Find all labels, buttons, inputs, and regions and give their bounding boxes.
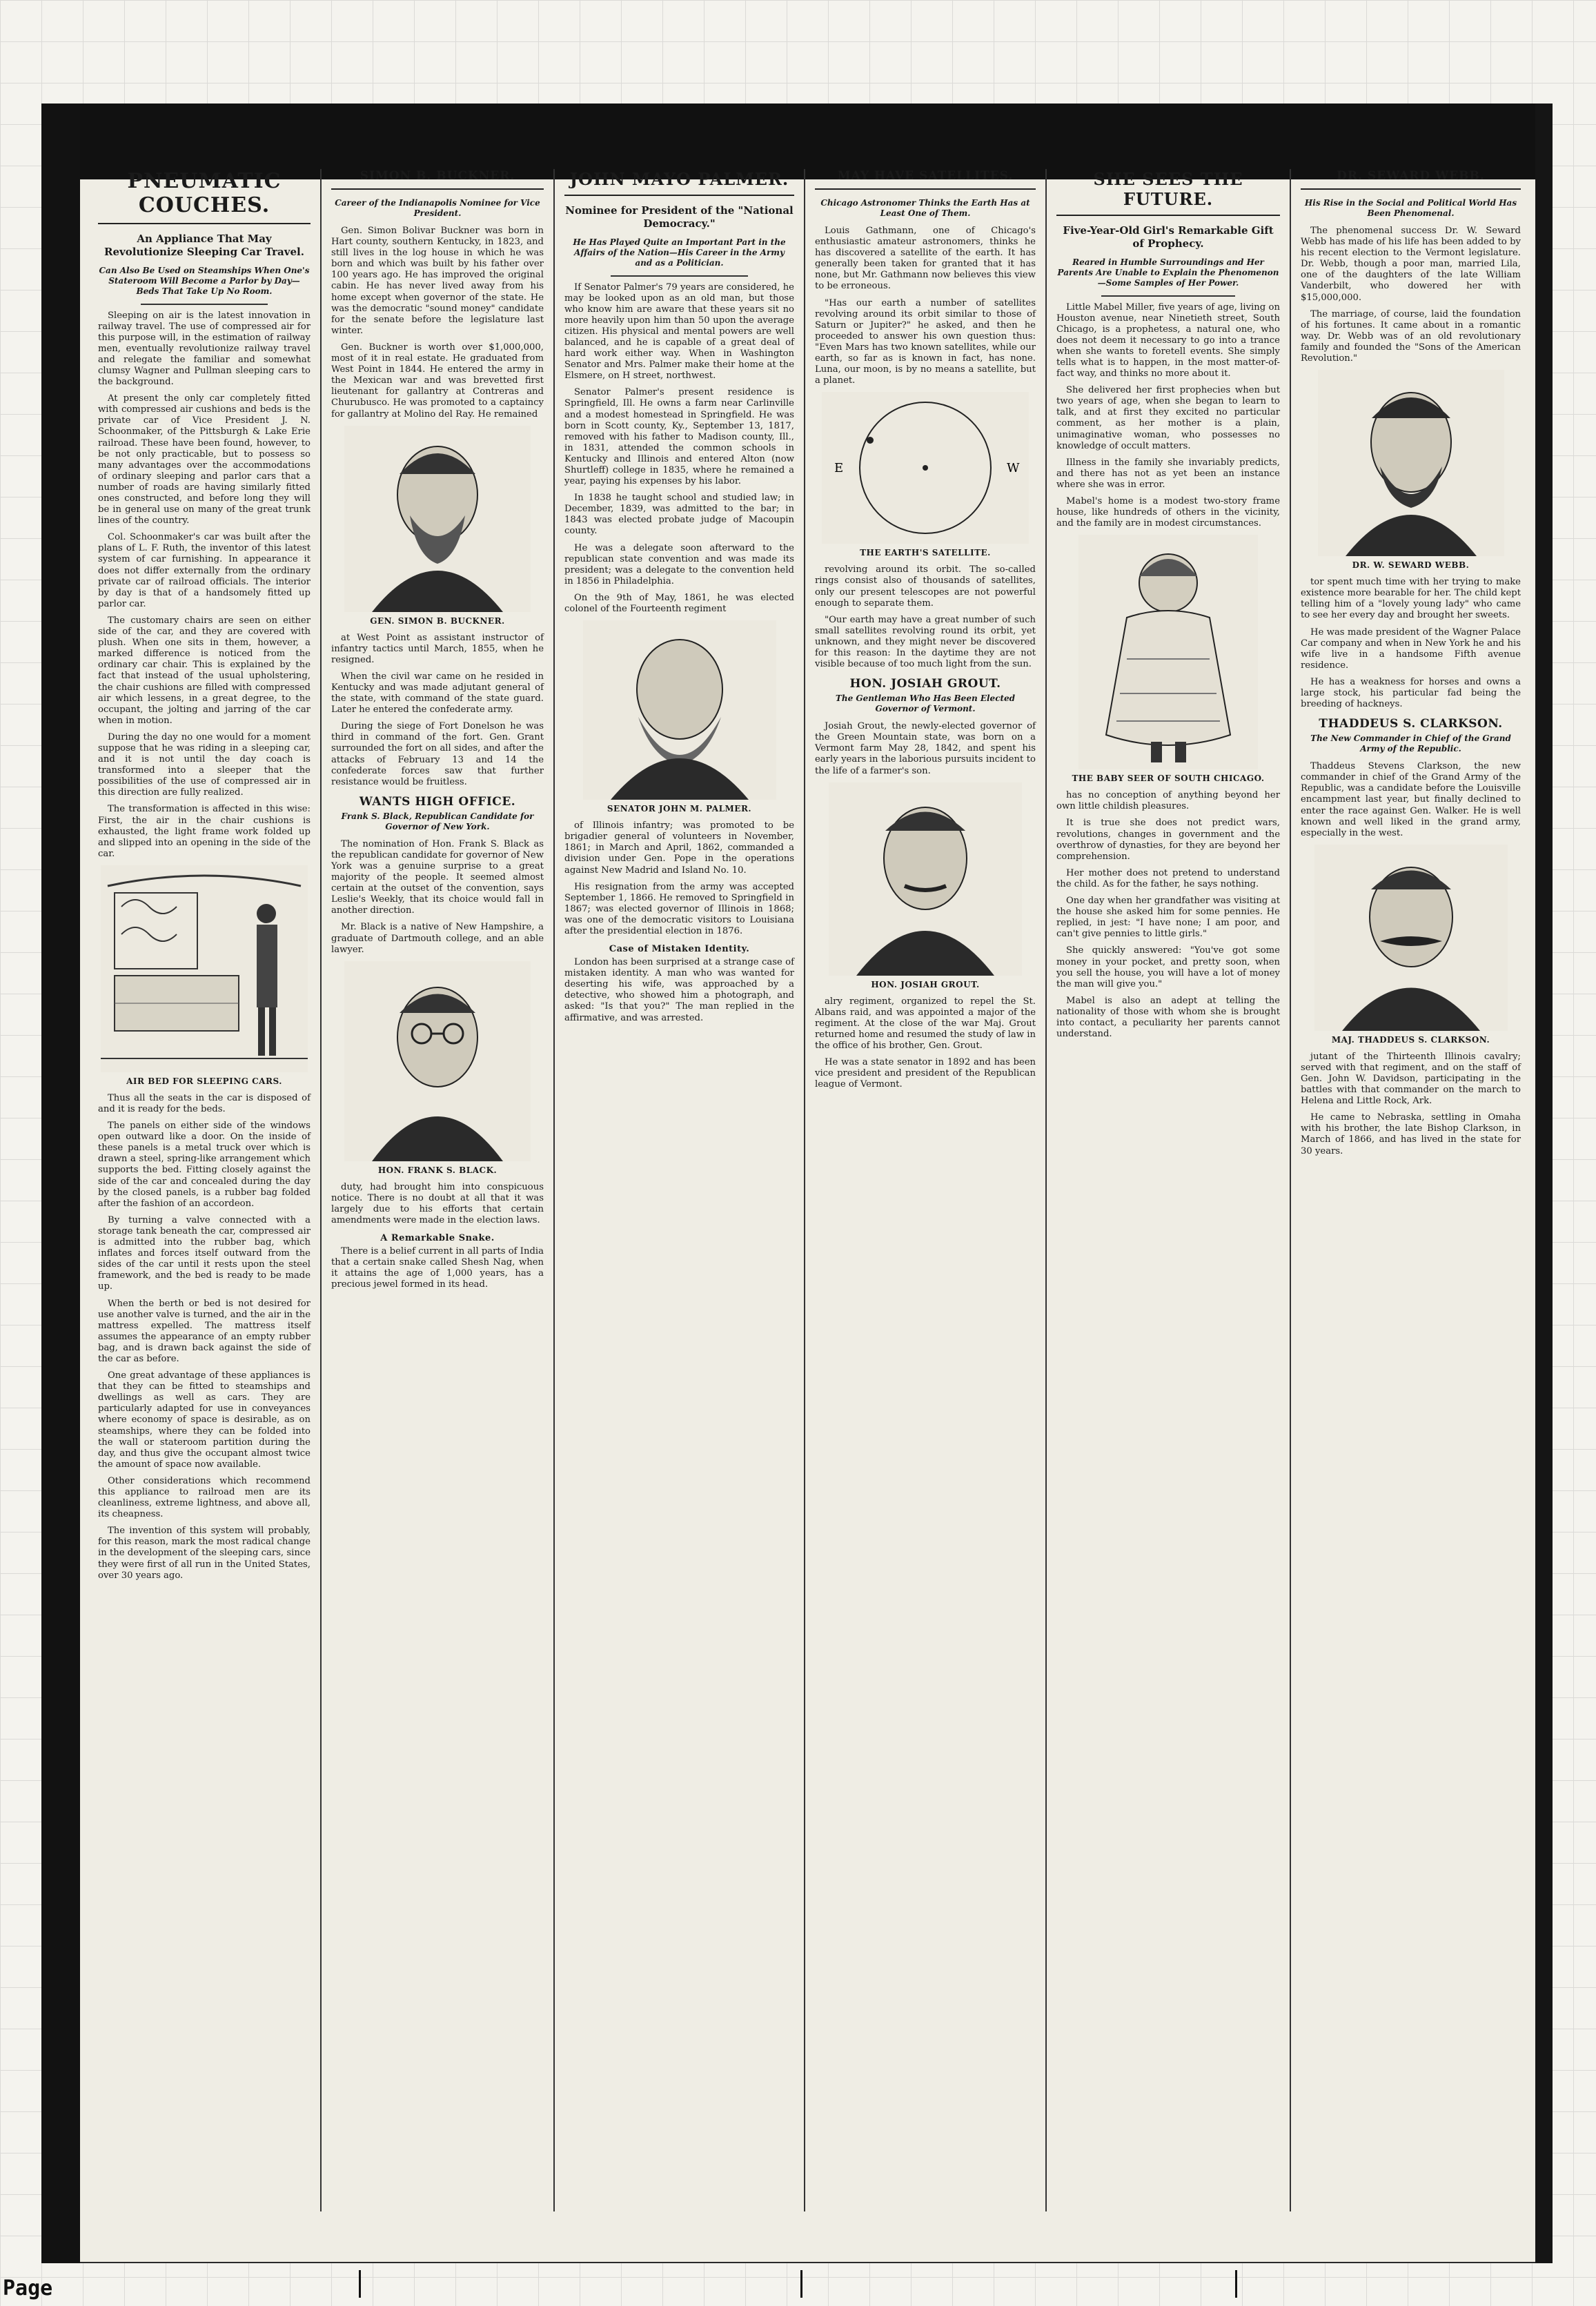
- paragraph: The panels on either side of the windows open outward like a door. On the inside of these panels is a metal truck over which is drawn a steel, spring-like arrangement which supports the bed. Fitting closely against the side of the car and concealed during the day by the closed panels, is a rubber bag folded after the fashion of an accordeon.: [98, 1121, 311, 1209]
- deck: An Appliance That May Revolutionize Sleeping Car Travel.: [104, 233, 304, 258]
- paragraph: On the 9th of May, 1861, he was elected colonel of the Fourteenth regiment: [564, 592, 794, 615]
- paragraph: Mabel's home is a modest two-story frame house, like hundreds of others in the vicinity, and the family are in modest circumstances.: [1056, 496, 1280, 529]
- column-john-palmer: [555, 169, 805, 2211]
- paragraph: Josiah Grout, the newly-elected governor of the Green Mountain state, was born on a Vermont farm May 28, 1842, and spent his early years in the laborious pursuits incident to the life of a farmer's son.: [815, 721, 1036, 776]
- air-bed-illustration: [101, 865, 308, 1072]
- headline: DR. SEWARD WEBB.: [1301, 169, 1521, 190]
- headline: SHE SEES THE FUTURE.: [1056, 169, 1280, 216]
- paragraph: Mabel is also an adept at telling the nationality of those with whom she is brought into contact, a peculiarity her parents cannot understand.: [1056, 995, 1280, 1040]
- paragraph: He was made president of the Wagner Palace Car company and when in New York he and his wife live in a handsome Fifth avenue residence.: [1301, 627, 1521, 671]
- paragraph: He came to Nebraska, settling in Omaha with his brother, the late Bishop Clarkson, in March of 1866, and has lived in the state for 30 years.: [1301, 1112, 1521, 1156]
- paragraph: Senator Palmer's present residence is Springfield, Ill. He owns a farm near Carlinville and a modest homestead in Springfield. He was born in Scott county, Ky., September 13, 1817, removed with his father to Madison county, Ill., in 1831, attended the common schools in Kentucky and Illinois and entered Alton (now Shurtleff) college in 1835, where he remained a year, paying his expenses by his labor.: [564, 387, 794, 487]
- divider: [1101, 295, 1235, 297]
- paragraph: alry regiment, organized to repel the St. Albans raid, and was appointed a major of the regiment. At the close of the war Maj. Grout returned home and resumed the study of law in the office of his brother, Gen. Grout.: [815, 996, 1036, 1051]
- paragraph: Louis Gathmann, one of Chicago's enthusiastic amateur astronomers, thinks he has discovered a satellite of the earth. It has generally been taken for granted that it has none, but Mr. Gathmann now believes this view to be erroneous.: [815, 226, 1036, 292]
- deck: Nominee for President of the "National Democracy.": [565, 204, 794, 230]
- paragraph: If Senator Palmer's 79 years are considered, he may be looked upon as an old man, but those who know him are aware that these years sit no more heavily upon him than 50 upon the average citizen. His physical and mental powers are well balanced, and he is capable of a great deal of hard work either way. When in Washington Senator and Mrs. Palmer make their home at the Elsmere, on H street, northwest.: [564, 282, 794, 382]
- paragraph: In 1838 he taught school and studied law; in December, 1839, was admitted to the bar; in 1843 was elected probate judge of Macoupin county.: [564, 493, 794, 537]
- scan-border-left: [41, 104, 80, 2263]
- paragraph: The invention of this system will probably, for this reason, mark the most radical change in the development of the sleeping cars, since they were first of all run in the United States, over 30 years ago.: [98, 1526, 311, 1581]
- paragraph: The customary chairs are seen on either side of the car, and they are covered with plush. When one sits in them, however, a marked difference is noticed from the ordinary car chair. This is explained by the fact that instead of the usual upholstering, the chair cushions are filled with compressed air which lessens, in a great degree, to the occupant, the jolting and jarring of the car when in motion.: [98, 615, 311, 726]
- figure-caption: DR. W. SEWARD WEBB.: [1352, 560, 1470, 571]
- subheadline: A Remarkable Snake.: [380, 1233, 495, 1244]
- article-columns: [88, 169, 1530, 2211]
- paragraph: When the civil war came on he resided in Kentucky and was made adjutant general of the state, with command of the state guard. Later he entered the confederate army.: [331, 671, 544, 716]
- subheadline: WANTS HIGH OFFICE.: [359, 794, 516, 809]
- figure-caption: HON. FRANK S. BLACK.: [377, 1165, 497, 1175]
- figure-caption: HON. JOSIAH GROUT.: [871, 979, 980, 989]
- paragraph: jutant of the Thirteenth Illinois cavalry; served with that regiment, and on the staff of Gen. John W. Davidson, participating in the battles with that commander on the march to Helena and Little Rock, Ark.: [1301, 1051, 1521, 1107]
- baby-seer-illustration: [1078, 535, 1258, 769]
- paragraph: There is a belief current in all parts of India that a certain snake called Shesh Nag, when it attains the age of 1,000 years, has a precious jewel formed in its head.: [331, 1246, 544, 1290]
- paragraph: Thus all the seats in the car is disposed of and it is ready for the beds.: [98, 1092, 311, 1114]
- earth-satellite-diagram: [822, 392, 1029, 544]
- paragraph: Her mother does not pretend to understand the child. As for the father, he says nothing.: [1056, 867, 1280, 889]
- portrait-clarkson: [1314, 845, 1508, 1031]
- column-simon-buckner: [322, 169, 555, 2211]
- paragraph: One great advantage of these appliances is that they can be fitted to steamships and dwellings as well as cars. They are particularly adapted for use in conveyances where economy of space is desirable, as on steamships, where they can be folded into the wall or stateroom partition during the day, and thus give the occupant almost twice the amount of space now available.: [98, 1370, 311, 1470]
- column-seward-webb: [1291, 169, 1530, 2211]
- paragraph: He was a state senator in 1892 and has been vice president and president of the Republican league of Vermont.: [815, 1057, 1036, 1090]
- divider: [611, 275, 749, 277]
- paragraph: Little Mabel Miller, five years of age, living on Houston avenue, near Ninetieth street, South Chicago, is a prophetess, a natural one, who does not deem it necessary to go into a trance when she wants to foretell events. She simply tells what is to happen, in the most matter-of-fact way, and thinks no more about it.: [1056, 302, 1280, 380]
- paragraph: The marriage, of course, laid the foundation of his fortunes. It came about in a romantic way. Dr. Webb was of an old revolutionary family and founded the "Sons of the American Revolution.": [1301, 308, 1521, 364]
- paragraph: revolving around its orbit. The so-called rings consist also of thousands of satellites, only our present telescopes are not powerful enough to separate them.: [815, 564, 1036, 609]
- diagram-label-e: E: [834, 461, 844, 476]
- ruler-tick: [359, 2270, 361, 2298]
- portrait-black: [344, 961, 531, 1161]
- deck-italic: His Rise in the Social and Political World Has Been Phenomenal.: [1304, 198, 1517, 218]
- portrait-grout: [829, 782, 1022, 976]
- paragraph: The transformation is affected in this wise: First, the air in the chair cushions is exhausted, the light frame work folded up and slipped into an opening in the side of the car.: [98, 804, 311, 859]
- sub-deck: The New Commander in Chief of the Grand Army of the Republic.: [1310, 733, 1511, 754]
- paragraph: Mr. Black is a native of New Hampshire, a graduate of Dartmouth college, and an able lawyer.: [331, 922, 544, 955]
- paragraph: At present the only car completely fitted with compressed air cushions and beds is the private car of Vice President J. N. Schoonmaker, of the Pittsburgh & Lake Erie railroad. These have been found, however, to be not only practicable, but to possess so many advantages over the accommodations of ordinary sleeping and parlor cars that a number of roads are having similarly fitted ones constructed, and before long they will be in general use on many of the great trunk lines of the country.: [98, 393, 311, 526]
- paragraph: at West Point as assistant instructor of infantry tactics until March, 1855, when he resigned.: [331, 632, 544, 665]
- figure-caption: THE BABY SEER OF SOUTH CHICAGO.: [1072, 773, 1265, 784]
- subheadline: HON. JOSIAH GROUT.: [849, 677, 1001, 691]
- paragraph: tor spent much time with her trying to make existence more bearable for her. The child kept telling him of a "lovely young lady" who came to see her every day and brought her sweets.: [1301, 577, 1521, 621]
- portrait-buckner: [344, 426, 531, 612]
- paragraph: London has been surprised at a strange case of mistaken identity. A man who was wanted for deserting his wife, was approached by a detective, who showed him a photograph, and asked: "Is that you?" The man replied in the affirmative, and was arrested.: [564, 957, 794, 1023]
- portrait-webb: [1318, 370, 1504, 556]
- column-pneumatic-couches: [88, 169, 322, 2211]
- column-sees-future: [1047, 169, 1291, 2211]
- paragraph: He has a weakness for horses and owns a large stock, his particular fad being the breeding of hackneys.: [1301, 676, 1521, 710]
- paragraph: "Has our earth a number of satellites revolving around its orbit similar to those of Saturn or Jupiter?" he asked, and then he proceeded to answer his own question thus: "Even Mars has two known satellites, while our earth, so far as is known in fact, has none. Luna, our moon, is by no means a satellite, but a planet.: [815, 297, 1036, 386]
- headline: SIMON B. BUCKNER.: [331, 169, 544, 190]
- paragraph: When the berth or bed is not desired for use another valve is turned, and the air in the mattress expelled. The mattress itself assumes the appearance of an empty rubber bag, and is drawn back against the side of the car as before.: [98, 1298, 311, 1364]
- deck-italic: Can Also Be Used on Steamships When One's Stateroom Will Become a Parlor by Day—Beds That Take Up No Room.: [99, 265, 310, 296]
- deck: Five-Year-Old Girl's Remarkable Gift of Prophecy.: [1063, 224, 1274, 250]
- paragraph: By turning a valve connected with a storage tank beneath the car, compressed air is admitted into the rubber bag, which inflates and forces itself outward from the sides of the car until it rests upon the steel framework, and the bed is ready to be made up.: [98, 1214, 311, 1292]
- deck-italic: Reared in Humble Surroundings and Her Parents Are Unable to Explain the Phenomenon—Some Samples of Her Power.: [1057, 257, 1279, 288]
- paragraph: has no conception of anything beyond her own little childish pleasures.: [1056, 790, 1280, 812]
- headline: PNEUMATIC COUCHES.: [98, 169, 311, 224]
- scan-border-right: [1535, 104, 1553, 2263]
- paragraph: "Our earth may have a great number of such small satellites revolving round its orbit, yet unknown, and they might never be discovered for this reason: In the daytime they are not visible because of too much light from the sun.: [815, 614, 1036, 670]
- page-label: Page: [3, 2276, 53, 2300]
- subheadline: Case of Mistaken Identity.: [609, 944, 750, 955]
- paragraph: One day when her grandfather was visiting at the house she asked him for some pennies. He replied, in jest: "I have none; I am poor, and can't give pennies to little girls.": [1056, 896, 1280, 940]
- figure-caption: MAJ. THADDEUS S. CLARKSON.: [1331, 1034, 1490, 1045]
- paragraph: Col. Schoonmaker's car was built after the plans of L. F. Ruth, the inventor of this latest system of car furnishing. In appearance it does not differ externally from the ordinary private car of railroad officials. The interior by day is that of a handsomely fitted up parlor car.: [98, 532, 311, 609]
- deck-italic: Chicago Astronomer Thinks the Earth Has at Least One of Them.: [820, 198, 1030, 218]
- paragraph: Thaddeus Stevens Clarkson, the new commander in chief of the Grand Army of the Republic, was a candidate before the Louisville encampment last year, but finally declined to enter the race against Gen. Walker. He is well known and well liked in the grand army, especially in the west.: [1301, 761, 1521, 838]
- subheadline: THADDEUS S. CLARKSON.: [1319, 717, 1503, 731]
- diagram-label-w: W: [1007, 461, 1020, 476]
- sub-deck: The Gentleman Who Has Been Elected Governor of Vermont.: [835, 693, 1016, 714]
- figure-caption: SENATOR JOHN M. PALMER.: [607, 804, 752, 814]
- portrait-palmer: [583, 620, 776, 800]
- paragraph: His resignation from the army was accepted September 1, 1866. He removed to Springfield in 1867; was elected governor of Illinois in 1868; was one of the democratic visitors to Louisiana after the presidential election in 1876.: [564, 881, 794, 936]
- deck-italic: Career of the Indianapolis Nominee for Vice President.: [335, 198, 540, 218]
- figure-caption: AIR BED FOR SLEEPING CARS.: [126, 1076, 282, 1086]
- deck-italic: He Has Played Quite an Important Part in the Affairs of the Nation—His Career in the Army and as a Politician.: [573, 237, 786, 268]
- paragraph: Gen. Simon Bolivar Buckner was born in Hart county, southern Kentucky, in 1823, and still lives in the log house in which he was born and which was built by his father over 100 years ago. He has improved the original cabin. He has never lived away from his home except when governor of the state. He was the democratic "sound money" candidate for the senate before the legislature last winter.: [331, 226, 544, 336]
- paragraph: The phenomenal success Dr. W. Seward Webb has made of his life has been added to by his recent election to the Vermont legislature. Dr. Webb, though a poor man, married Lila, one of the daughters of the late William Vanderbilt, who dowered her with $15,000,000.: [1301, 226, 1521, 303]
- ruler-tick: [1235, 2270, 1237, 2298]
- paragraph: Sleeping on air is the latest innovation in railway travel. The use of compressed air for this purpose will, in the estimation of railway men, eventually revolutionize railway travel and relegate the familiar and somewhat clumsy Wagner and Pullman sleeping cars to the background.: [98, 310, 311, 388]
- paragraph: of Illinois infantry; was promoted to be brigadier general of volunteers in November, 1861; in March and April, 1862, commanded a division under Gen. Pope in the operations against New Madrid and Island No. 10.: [564, 820, 794, 876]
- paragraph: It is true she does not predict wars, revolutions, changes in government and the overthrow of dynasties, for they are beyond her comprehension.: [1056, 818, 1280, 862]
- paragraph: The nomination of Hon. Frank S. Black as the republican candidate for governor of New York was a genuine surprise to a great majority of the people. It seemed almost certain at the outset of the convention, says Leslie's Weekly, that its choice would fall in another direction.: [331, 838, 544, 916]
- headline: MAY HAVE SATELLITES.: [815, 169, 1036, 190]
- figure-caption: THE EARTH'S SATELLITE.: [860, 548, 991, 558]
- figure-caption: GEN. SIMON B. BUCKNER.: [370, 615, 505, 626]
- sub-deck: Frank S. Black, Republican Candidate for Governor of New York.: [341, 811, 534, 831]
- paragraph: He was a delegate soon afterward to the republican state convention and was made its president; was a delegate to the convention held in 1856 in Philadelphia.: [564, 542, 794, 587]
- paragraph: Illness in the family she invariably predicts, and there has not as yet been an instance where she was in error.: [1056, 457, 1280, 490]
- paragraph: During the siege of Fort Donelson he was third in command of the fort. Gen. Grant surrounded the fort on all sides, and after the attacks of February 13 and 14 the confederate forces saw that further resistance would be fruitless.: [331, 721, 544, 787]
- paragraph: During the day no one would for a moment suppose that he was riding in a sleeping car, and it is not until the day coach is transformed into a sleeper that the possibilities of the use of compressed air in this direction are fully realized.: [98, 731, 311, 798]
- ruler-tick: [800, 2270, 802, 2298]
- scan-border-top: [41, 104, 1553, 179]
- column-satellites: [805, 169, 1047, 2211]
- headline: JOHN MAYO PALMER.: [564, 169, 794, 196]
- paragraph: Gen. Buckner is worth over $1,000,000, most of it in real estate. He graduated from West Point in 1844. He entered the army in the Mexican war and was brevetted first lieutenant for gallantry at Contreras and Churubusco. He was promoted to a captaincy for gallantry at Molino del Ray. He remained: [331, 342, 544, 420]
- divider: [141, 304, 268, 305]
- footer-strip: [0, 2263, 1596, 2306]
- paragraph: She delivered her first prophecies when but two years of age, when she began to learn to talk, and at first they excited no particular comment, as her mother is a plain, unimaginative woman, who possesses no knowledge of occult matters.: [1056, 385, 1280, 451]
- paragraph: Other considerations which recommend this appliance to railroad men are its cleanliness, extreme lightness, and above all, its cheapness.: [98, 1475, 311, 1520]
- paragraph: She quickly answered: "You've got some money in your pocket, and pretty soon, when you sell the house, you will have a lot of money the man will give you.": [1056, 945, 1280, 989]
- paragraph: duty, had brought him into conspicuous notice. There is no doubt at all that it was largely due to his efforts that certain amendments were made in the election laws.: [331, 1181, 544, 1226]
